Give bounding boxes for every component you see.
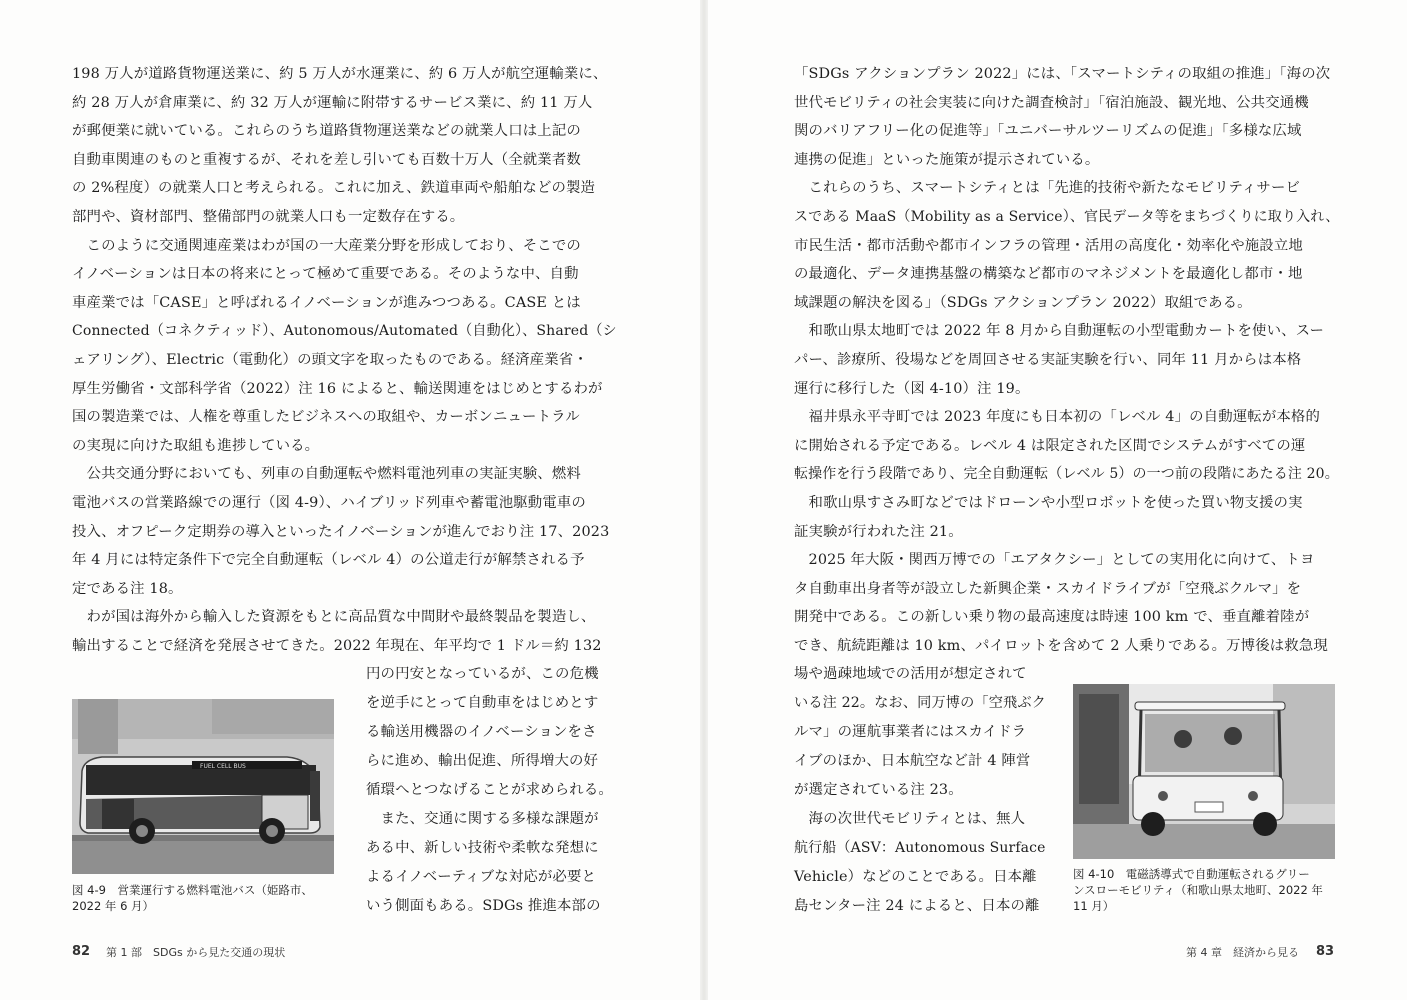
text-line: パー、診療所、役場などを周回させる実証実験を行い、同年 11 月からは本格 xyxy=(794,352,1302,368)
cart-photo xyxy=(1073,684,1335,859)
text-line: 約 28 万人が倉庫業に、約 32 万人が運輸に附帯するサービス業に、約 11 万人 xyxy=(72,94,593,111)
figure-4-9-caption-line-2: 2022 年 6 月） xyxy=(72,899,155,913)
text-line: 厚生労働省・文部科学省（2022）注 16 によると、輸送関連をはじめとするわが xyxy=(72,380,603,397)
text-line: 円の円安となっているが、この危機 xyxy=(366,666,599,682)
text-line: る輸送用機器のイノベーションをさ xyxy=(366,724,597,740)
text-line: これらのうち、スマートシティとは「先進的技術や新たなモビリティサービ xyxy=(794,180,1301,197)
text-line: イブのほか、日本航空など計 4 陣営 xyxy=(794,753,1031,769)
text-line: ェアリング）、Electric（電動化）の頭文字を取ったものである。経済産業省・ xyxy=(72,352,588,368)
text-line: 海の次世代モビリティとは、無人 xyxy=(794,811,1026,827)
text-line: Connected（コネクティッド）、Autonomous/Automated（自動化）、Shared（シ xyxy=(72,323,617,340)
text-line: イノベーションは日本の将来にとって極めて重要である。そのような中、自動 xyxy=(72,266,579,283)
text-line: 証実験が行われた注 21。 xyxy=(794,523,963,540)
text-line: 市民生活・都市活動や都市インフラの管理・活用の高度化・効率化や施設立地 xyxy=(794,237,1303,254)
text-line: 公共交通分野においても、列車の自動運転や燃料電池列車の実証実験、燃料 xyxy=(72,466,581,483)
text-line: が郵便業に就いている。これらのうち道路貨物運送業などの就業人口は上記の xyxy=(72,123,581,140)
text-line: 福井県永平寺町では 2023 年度にも日本初の「レベル 4」の自動運転が本格的 xyxy=(794,409,1321,426)
text-line: に開始される予定である。レベル 4 は限定された区間でシステムがすべての運 xyxy=(794,437,1306,454)
text-line: 「SDGs アクションプラン 2022」には、「スマートシティの取組の推進」「海の次 xyxy=(794,66,1331,82)
page-number-left: 82 xyxy=(72,944,91,959)
figure-4-10-caption-line-2: ンスローモビリティ（和歌山県太地町、2022 年 xyxy=(1073,883,1323,897)
text-line: 国の製造業では、人権を尊重したビジネスへの取組や、カーボンニュートラル xyxy=(72,409,580,426)
text-line: 循環へとつなげることが求められる。 xyxy=(366,782,613,798)
text-line: 投入、オフピーク定期券の導入といったイノベーションが進んでおり注 17、2023 xyxy=(72,523,610,540)
figure-4-10-caption-line-1: 図 4-10 電磁誘導式で自動運転されるグリー xyxy=(1073,867,1310,881)
text-line: 和歌山県すさみ町などではドローンや小型ロボットを使った買い物支援の実 xyxy=(794,495,1303,511)
text-line: らに進め、輸出促進、所得増大の好 xyxy=(366,753,599,769)
text-line: 部門や、資材部門、整備部門の就業人口も一定数存在する。 xyxy=(72,209,465,225)
text-line: 定である注 18。 xyxy=(72,580,183,597)
page-number-right: 83 xyxy=(1316,944,1335,959)
text-line: いる注 22。なお、同万博の「空飛ぶク xyxy=(794,695,1047,711)
text-line: 場や過疎地域での活用が想定されて xyxy=(794,666,1027,682)
bus-photo xyxy=(72,699,334,874)
text-line: 島センター注 24 によると、日本の離 xyxy=(794,898,1040,914)
book-gutter xyxy=(700,0,708,1000)
text-line: 2025 年大阪・関西万博での「エアタクシー」としての実用化に向けて、トヨ xyxy=(794,552,1315,569)
text-line: の実現に向けた取組も進捗している。 xyxy=(72,437,320,454)
text-line: 世代モビリティの社会実装に向けた調査検討」「宿泊施設、観光地、公共交通機 xyxy=(794,94,1309,111)
text-line: 和歌山県太地町では 2022 年 8 月から自動運転の小型電動カートを使い、スー xyxy=(794,323,1325,340)
figure-4-9-caption-line-1: 図 4-9 営業運行する燃料電池バス（姫路市、 xyxy=(72,883,313,897)
text-line: 転操作を行う段階であり、完全自動運転（レベル 5）の一つ前の段階にあたる注 20。 xyxy=(794,466,1339,483)
text-line: でき、航続距離は 10 km、パイロットを含めて 2 人乗りである。万博後は救急現 xyxy=(794,638,1328,654)
text-line: 輸出することで経済を発展させてきた。2022 年現在、年平均で 1 ドル＝約 132 xyxy=(72,638,602,654)
text-line: 域課題の解決を図る」（SDGs アクションプラン 2022）取組である。 xyxy=(794,294,1252,311)
figure-4-10-caption-line-3: 11 月） xyxy=(1073,899,1115,913)
text-line: 航行船（ASV：Autonomous Surface xyxy=(794,840,1046,856)
text-line: 自動車関連のものと重複するが、それを差し引いても百数十万人（全就業者数 xyxy=(72,151,581,168)
text-line: よるイノベーティブな対応が必要と xyxy=(366,869,597,885)
text-line: タ自動車出身者等が設立した新興企業・スカイドライブが「空飛ぶクルマ」を xyxy=(794,580,1302,597)
bus-destination-sign: FUEL CELL BUS xyxy=(200,763,246,770)
fuel-cell-bus-image xyxy=(72,699,334,874)
text-line: 年 4 月には特定条件下で完全自動運転（レベル 4）の公道走行が解禁される予 xyxy=(72,552,585,569)
text-line: の 2%程度）の就業人口と考えられる。これに加え、鉄道車両や船舶などの製造 xyxy=(72,180,596,197)
text-line: 関のバリアフリー化の促進等」「ユニバーサルツーリズムの促進」「多様な広域 xyxy=(794,123,1302,140)
running-head-left: 第 1 部 SDGs から見た交通の現状 xyxy=(106,946,286,959)
text-line: 車産業では「CASE」と呼ばれるイノベーションが進みつつある。CASE とは xyxy=(72,294,581,311)
text-line: Vehicle）などのことである。日本離 xyxy=(794,869,1037,885)
text-line: いう側面もある。SDGs 推進本部の xyxy=(366,898,601,914)
text-line: このように交通関連産業はわが国の一大産業分野を形成しており、そこでの xyxy=(72,237,581,254)
text-line: を逆手にとって自動車をはじめとす xyxy=(366,695,599,711)
text-line: 連携の促進」といった施策が提示されている。 xyxy=(794,151,1100,168)
running-head-right: 第 4 章 経済から見る xyxy=(1186,946,1299,959)
text-line: の最適化、データ連携基盤の構築など都市のマネジメントを最適化し都市・地 xyxy=(794,266,1303,283)
text-line: また、交通に関する多様な課題が xyxy=(366,811,599,827)
text-line: 開発中である。この新しい乗り物の最高速度は時速 100 km で、垂直離着陸が xyxy=(794,609,1310,626)
text-line: が選定されている注 23。 xyxy=(794,782,963,798)
text-line: わが国は海外から輸入した資源をもとに高品質な中間財や最終製品を製造し、 xyxy=(72,609,596,626)
green-slow-mobility-image xyxy=(1073,684,1335,859)
text-line: ある中、新しい技術や柔軟な発想に xyxy=(366,840,599,856)
text-line: 電池バスの営業路線での運行（図 4-9）、ハイブリッド列車や蓄電池駆動電車の xyxy=(72,495,586,511)
text-line: ルマ」の運航事業者にはスカイドラ xyxy=(794,724,1027,740)
text-line: 198 万人が道路貨物運送業に、約 5 万人が水運業に、約 6 万人が航空運輸業に、 xyxy=(72,66,608,82)
text-line: 運行に移行した（図 4-10）注 19。 xyxy=(794,380,1030,397)
text-line: スである MaaS（Mobility as a Service）、官民データ等をまちづくりに取り入れ、 xyxy=(794,209,1340,225)
